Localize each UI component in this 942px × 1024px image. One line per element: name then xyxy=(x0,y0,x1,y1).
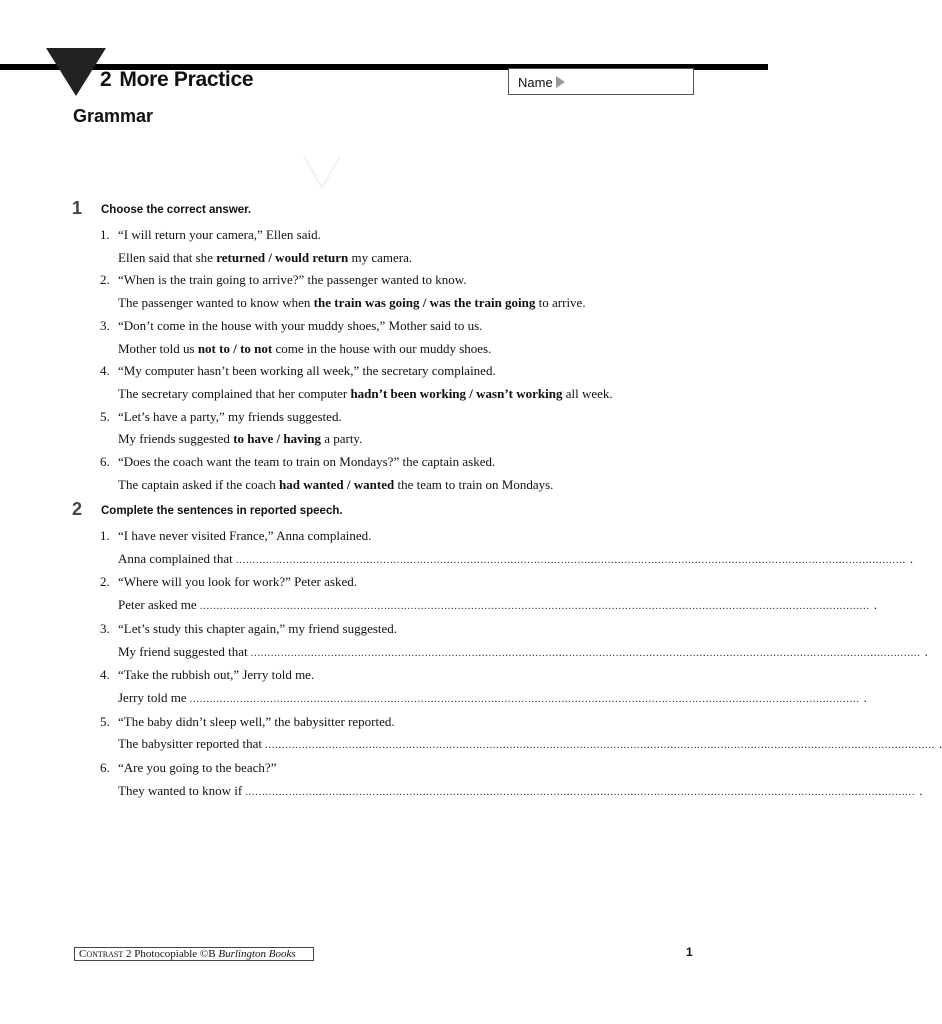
sentence-start: Mother told us xyxy=(118,340,198,356)
answer-lead: Jerry told me xyxy=(118,689,187,705)
answer-blank[interactable]: ........................................................................................................................................................................................................ xyxy=(250,646,921,659)
unit-title-text: More Practice xyxy=(119,68,254,91)
sentence-end: a party. xyxy=(320,431,363,447)
sentence-start: The passenger wanted to know when xyxy=(118,295,314,311)
answer-lead: They wanted to know if xyxy=(118,782,243,798)
exercise-item xyxy=(100,406,692,451)
answer-end-mark: . xyxy=(863,689,867,705)
answer-blank[interactable]: ........................................................................................................................................................................................................ xyxy=(199,600,870,613)
exercise-instruction: Complete the sentences in reported speech. xyxy=(101,505,343,517)
unit-title xyxy=(100,68,253,92)
exercise-item xyxy=(100,757,923,803)
item-quote: “Where will you look for work?” Peter asked. xyxy=(118,574,357,590)
item-number: 3. xyxy=(100,620,110,636)
exercise-number: 1 xyxy=(72,198,83,218)
item-quote: “Are you going to the beach?” xyxy=(118,760,277,776)
answer-lead: Peter asked me xyxy=(118,597,197,613)
answer-choices[interactable]: returned / would return xyxy=(216,249,349,265)
item-quote: “Don’t come in the house with your muddy shoes,” Mother said to us. xyxy=(118,317,483,333)
answer-choices[interactable]: the train was going / was the train going xyxy=(313,295,536,311)
exercise-1-header xyxy=(72,198,692,224)
exercise-item xyxy=(100,451,692,496)
section-title: Grammar xyxy=(73,106,154,126)
item-quote: “Let’s study this chapter again,” my friend suggested. xyxy=(118,620,398,636)
answer-line xyxy=(118,780,923,804)
exercise-2 xyxy=(72,499,942,803)
answer-blank[interactable]: ........................................................................................................................................................................................................ xyxy=(265,739,936,752)
answer-end-mark: . xyxy=(924,643,928,659)
sentence-start: Ellen said that she xyxy=(118,249,217,265)
item-sentence xyxy=(118,292,692,315)
item-quote: “I will return your camera,” Ellen said. xyxy=(118,227,321,242)
publisher-logo: B xyxy=(208,948,216,960)
exercise-1 xyxy=(72,198,692,496)
item-number: 4. xyxy=(100,363,110,379)
answer-lead: My friend suggested that xyxy=(118,643,248,659)
item-sentence xyxy=(118,338,692,361)
item-number: 3. xyxy=(100,317,110,333)
exercise-item xyxy=(100,315,692,360)
answer-end-mark: . xyxy=(909,550,914,566)
answer-end-mark: . xyxy=(873,597,877,613)
answer-blank[interactable]: ........................................................................................................................................................................................................ xyxy=(189,692,860,705)
answer-line xyxy=(118,548,914,572)
name-label: Name xyxy=(518,75,553,90)
exercise-item xyxy=(100,618,928,664)
answer-end-mark: . xyxy=(939,736,942,752)
answer-blank[interactable]: ........................................................................................................................................................................................................ xyxy=(245,785,916,798)
exercise-1-items xyxy=(72,224,692,496)
sentence-end: the team to train on Mondays. xyxy=(394,476,554,492)
answer-choices[interactable]: to have / having xyxy=(233,431,321,447)
exercise-item xyxy=(100,360,692,405)
item-sentence xyxy=(118,474,692,497)
exercise-2-items xyxy=(72,525,942,803)
sentence-end: to arrive. xyxy=(535,295,586,311)
exercise-instruction: Choose the correct answer. xyxy=(101,204,252,216)
exercise-item xyxy=(100,711,942,757)
sentence-end: come in the house with our muddy shoes. xyxy=(272,340,492,356)
item-quote: “Let’s have a party,” my friends suggested. xyxy=(118,408,342,424)
item-quote: “When is the train going to arrive?” the passenger wanted to know. xyxy=(118,272,467,288)
item-number: 4. xyxy=(100,667,110,683)
answer-line xyxy=(118,687,867,711)
exercise-item xyxy=(100,664,867,710)
item-sentence xyxy=(118,247,692,270)
item-quote: “Does the coach want the team to train on Mondays?” the captain asked. xyxy=(118,454,496,470)
answer-line xyxy=(118,641,928,665)
exercise-item xyxy=(100,571,877,617)
answer-line xyxy=(118,594,877,618)
item-quote: “Take the rubbish out,” Jerry told me. xyxy=(118,667,315,683)
item-sentence xyxy=(118,428,692,451)
answer-lead: Anna complained that xyxy=(118,550,233,566)
exercise-item xyxy=(100,224,692,269)
item-quote: “I have never visited France,” Anna complained. xyxy=(118,528,372,543)
answer-choices[interactable]: had wanted / wanted xyxy=(278,476,395,492)
sentence-start: The secretary complained that her computer xyxy=(118,385,351,401)
sentence-end: my camera. xyxy=(348,249,413,265)
item-number: 5. xyxy=(100,713,110,729)
exercise-number: 2 xyxy=(72,499,83,519)
answer-choices[interactable]: not to / to not xyxy=(197,340,273,356)
item-number: 2. xyxy=(100,574,110,590)
item-quote: “My computer hasn’t been working all week,” the secretary complained. xyxy=(118,363,496,379)
answer-line xyxy=(118,733,942,757)
item-number: 5. xyxy=(100,408,110,424)
item-number: 2. xyxy=(100,272,110,288)
item-number: 1. xyxy=(100,528,110,543)
name-arrow-icon xyxy=(556,76,565,88)
answer-choices[interactable]: hadn’t been working / wasn’t working xyxy=(350,385,563,401)
exercise-item xyxy=(100,269,692,314)
sentence-end: all week. xyxy=(562,385,613,401)
exercise-2-header xyxy=(72,499,692,525)
answer-blank[interactable]: ........................................................................................................................................................................................................ xyxy=(235,553,906,566)
footer-brand: Contrast 2 xyxy=(79,948,132,960)
item-sentence xyxy=(118,383,692,406)
item-number: 1. xyxy=(100,227,110,242)
item-number: 6. xyxy=(100,454,110,470)
answer-end-mark: . xyxy=(919,782,923,798)
unit-triangle-marker xyxy=(46,48,106,96)
footer-photocopiable: Photocopiable © xyxy=(134,948,209,960)
item-number: 6. xyxy=(100,760,110,776)
sentence-start: My friends suggested xyxy=(118,431,234,447)
name-field[interactable] xyxy=(508,68,694,95)
footer-copyright xyxy=(74,947,314,961)
sentence-start: The captain asked if the coach xyxy=(118,476,279,492)
answer-lead: The babysitter reported that xyxy=(118,736,263,752)
footer-publisher: Burlington Books xyxy=(218,948,296,960)
unit-number: 2 xyxy=(100,68,112,91)
faint-checkmark-icon xyxy=(300,150,344,194)
exercise-item xyxy=(100,525,914,571)
item-quote: “The baby didn’t sleep well,” the babysitter reported. xyxy=(118,713,395,729)
page-number: 1 xyxy=(686,945,693,959)
